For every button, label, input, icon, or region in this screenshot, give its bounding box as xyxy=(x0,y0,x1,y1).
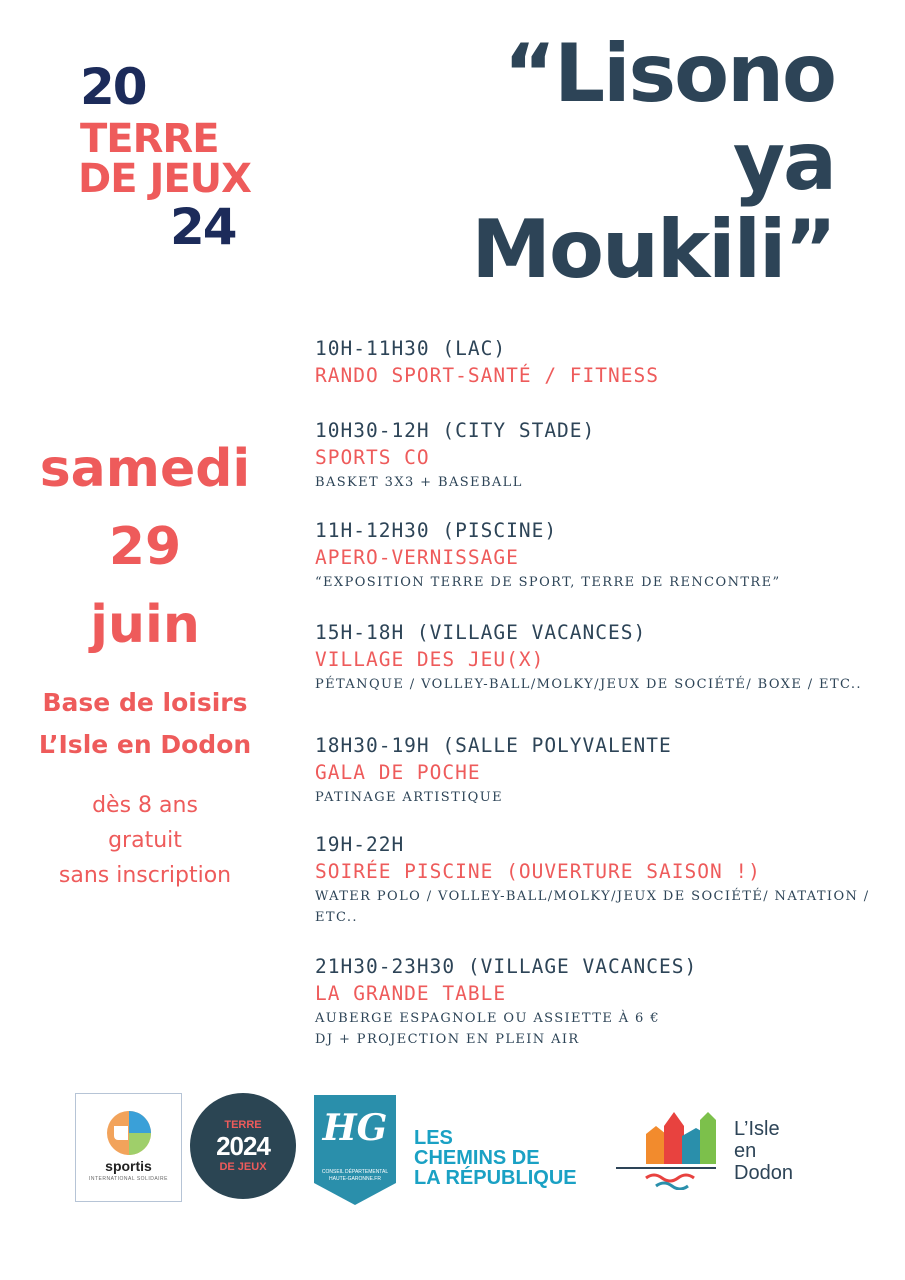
event-details: “EXPOSITION TERRE DE SPORT, TERRE DE RENCONTRE” xyxy=(315,575,781,590)
schedule-item xyxy=(315,518,875,593)
schedule-item xyxy=(315,418,875,493)
sportis-tagline: INTERNATIONAL SOLIDAIRE xyxy=(88,1176,168,1182)
date-venue-column xyxy=(0,430,290,893)
isle-line-1: L’Isle xyxy=(734,1118,780,1140)
event-title xyxy=(415,27,835,296)
event-time: 15H-18H (VILLAGE VACANCES) xyxy=(315,621,647,644)
logo-word-terre: TERRE xyxy=(80,116,219,162)
title-line-3: Moukili” xyxy=(471,203,835,296)
venue-line-2: L’Isle en Dodon xyxy=(38,730,252,759)
hg-line-1: CONSEIL DÉPARTEMENTAL xyxy=(321,1169,389,1175)
schedule-item xyxy=(315,832,875,928)
isle-line-3: Dodon xyxy=(734,1162,793,1184)
schedule-item xyxy=(315,733,875,808)
event-time: 18H30-19H (SALLE POLYVALENTE xyxy=(315,734,672,757)
sportis-emblem-icon xyxy=(104,1108,154,1158)
event-activity: RANDO SPORT-SANTÉ / FITNESS xyxy=(315,364,659,387)
hg-line-2: HAUTE-GARONNE.FR xyxy=(329,1176,381,1182)
isle-en-dodon-logo xyxy=(616,1106,816,1190)
event-activity: VILLAGE DES JEU(X) xyxy=(315,648,545,671)
terre-de-jeux-logo xyxy=(78,58,253,262)
event-details: AUBERGE ESPAGNOLE OU ASSIETTE À 6 € xyxy=(315,1011,660,1026)
event-time: 10H-11H30 (LAC) xyxy=(315,337,507,360)
event-time: 11H-12H30 (PISCINE) xyxy=(315,519,558,542)
logo-word-de-jeux: DE JEUX xyxy=(78,156,251,202)
sportis-name: sportis xyxy=(105,1158,152,1174)
logo-year-top: 20 xyxy=(80,58,146,116)
chemins-line-2: CHEMINS DE xyxy=(414,1147,540,1169)
price-info: gratuit xyxy=(108,828,182,853)
round-logo-de-jeux: DE JEUX xyxy=(219,1161,267,1173)
registration-info: sans inscription xyxy=(58,863,232,888)
venue xyxy=(0,682,290,766)
chemins-de-la-republique-logo xyxy=(414,1128,614,1188)
day-number: 29 xyxy=(108,517,182,577)
event-details: PÉTANQUE / VOLLEY-BALL/MOLKY/JEUX DE SOCIÉTÉ/ BOXE / ETC.. xyxy=(315,677,862,692)
title-line-1: “Lisono xyxy=(503,27,835,120)
event-activity: SOIRÉE PISCINE (OUVERTURE SAISON !) xyxy=(315,860,761,883)
chemins-line-1: LES xyxy=(414,1127,453,1149)
event-activity: SPORTS CO xyxy=(315,446,430,469)
event-activity: GALA DE POCHE xyxy=(315,761,481,784)
schedule-item xyxy=(315,954,875,1050)
schedule-item xyxy=(315,336,875,390)
round-logo-terre: TERRE xyxy=(224,1119,262,1131)
logo-year-bottom: 24 xyxy=(170,198,236,256)
round-logo-year: 2024 xyxy=(216,1131,270,1161)
isle-line-2: en xyxy=(734,1140,757,1162)
access-info xyxy=(0,788,290,893)
event-details-extra: DJ + PROJECTION EN PLEIN AIR xyxy=(315,1032,580,1047)
schedule-item xyxy=(315,620,875,695)
month: juin xyxy=(90,595,200,655)
chemins-line-3: LA RÉPUBLIQUE xyxy=(414,1167,577,1189)
age-info: dès 8 ans xyxy=(92,793,198,818)
event-activity: APERO-VERNISSAGE xyxy=(315,546,519,569)
hg-mark: HG xyxy=(322,1107,388,1149)
sportis-logo xyxy=(75,1093,182,1202)
village-houses-icon xyxy=(616,1106,726,1190)
event-details: PATINAGE ARTISTIQUE xyxy=(315,790,503,805)
event-details: WATER POLO / VOLLEY-BALL/MOLKY/JEUX DE SOCIÉTÉ/ NATATION / ETC.. xyxy=(315,889,870,925)
event-details: BASKET 3X3 + BASEBALL xyxy=(315,475,523,490)
event-time: 10H30-12H (CITY STADE) xyxy=(315,419,596,442)
venue-line-1: Base de loisirs xyxy=(42,688,248,717)
day-name: samedi xyxy=(39,439,251,499)
event-activity: LA GRANDE TABLE xyxy=(315,982,507,1005)
title-line-2: ya xyxy=(732,115,835,208)
event-time: 21H30-23H30 (VILLAGE VACANCES) xyxy=(315,955,698,978)
haute-garonne-logo xyxy=(314,1095,396,1205)
event-time: 19H-22H xyxy=(315,833,405,856)
terre-de-jeux-round-logo xyxy=(190,1093,296,1199)
